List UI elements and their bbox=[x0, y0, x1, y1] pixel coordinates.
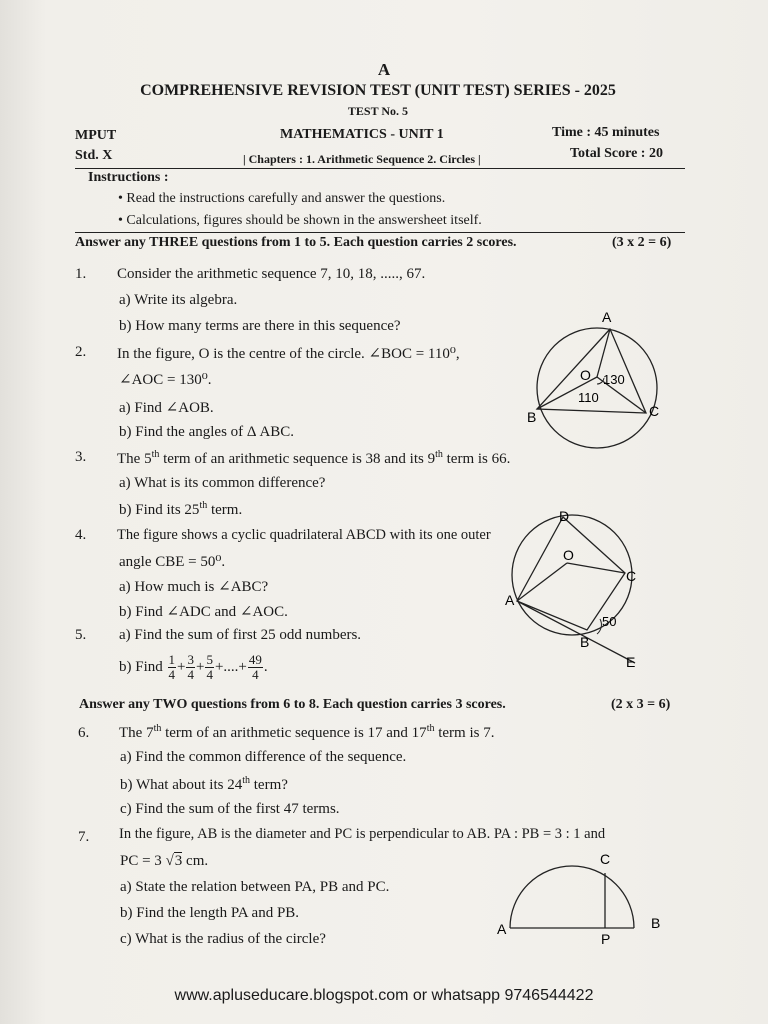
q4-part-b: b) Find ∠ADC and ∠AOC. bbox=[119, 604, 288, 620]
question-number: 4. bbox=[75, 527, 87, 543]
q3-text: The 5th term of an arithmetic sequence is 38 and its 9th term is 66. bbox=[117, 449, 511, 467]
total-score: Total Score : 20 bbox=[570, 146, 663, 161]
question-number: 5. bbox=[75, 627, 87, 643]
q1-part-a: a) Write its algebra. bbox=[119, 292, 238, 308]
test-number: TEST No. 5 bbox=[347, 104, 409, 118]
chapters: | Chapters : 1. Arithmetic Sequence 2. Circles | bbox=[243, 152, 481, 166]
section2-marks: (2 x 3 = 6) bbox=[611, 697, 671, 712]
q6-part-c: c) Find the sum of the first 47 terms. bbox=[120, 801, 340, 817]
q3-part-a: a) What is its common difference? bbox=[119, 475, 326, 491]
q4-part-a: a) How much is ∠ABC? bbox=[119, 579, 269, 595]
question-number: 7. bbox=[78, 829, 90, 845]
q7-part-b: b) Find the length PA and PB. bbox=[120, 905, 300, 921]
q7-part-a: a) State the relation between PA, PB and PC. bbox=[120, 879, 390, 895]
q6-part-a: a) Find the common difference of the sequence. bbox=[120, 749, 407, 765]
q1-text: Consider the arithmetic sequence 7, 10, 18, ....., 67. bbox=[117, 266, 426, 282]
q2-text: In the figure, O is the centre of the circle. ∠BOC = 110⁰, bbox=[117, 346, 460, 362]
angle-label-130: 130 bbox=[603, 372, 625, 387]
q2-text-2: ∠AOC = 130⁰. bbox=[119, 372, 212, 388]
label-B: B bbox=[651, 915, 661, 931]
label-C: C bbox=[626, 568, 637, 584]
fraction: $\frac{1}{4}$ bbox=[168, 652, 176, 682]
label-E: E bbox=[626, 654, 636, 670]
instructions-heading: Instructions : bbox=[88, 170, 169, 185]
section1-heading: Answer any THREE questions from 1 to 5. Each question carries 2 scores. bbox=[75, 235, 517, 250]
q6-text: The 7th term of an arithmetic sequence is 17 and 17th term is 7. bbox=[119, 723, 495, 741]
header-rule bbox=[75, 168, 685, 169]
instruction-item: • Read the instructions carefully and answer the questions. bbox=[118, 191, 446, 206]
angle-label-50: 50 bbox=[602, 614, 617, 629]
fraction: $\frac{5}{4}$ bbox=[206, 652, 213, 682]
q7-text: In the figure, AB is the diameter and PC is perpendicular to AB. PA : PB = 3 : 1 and bbox=[119, 826, 606, 842]
q2-part-a: a) Find ∠AOB. bbox=[119, 400, 214, 416]
q7-part-c: c) What is the radius of the circle? bbox=[120, 931, 326, 947]
label-B: B bbox=[580, 634, 590, 650]
question-number: 6. bbox=[78, 725, 90, 741]
fraction: $\frac{49}{4}$ bbox=[248, 652, 262, 682]
label-D: D bbox=[559, 508, 570, 524]
question-number: 3. bbox=[75, 449, 87, 465]
label-A: A bbox=[602, 310, 612, 325]
cyclic-quadrilateral-figure bbox=[495, 505, 665, 675]
q6-part-b: b) What about its 24th term? bbox=[120, 775, 288, 793]
time-allowed: Time : 45 minutes bbox=[552, 125, 660, 140]
q2-part-b: b) Find the angles of Δ ABC. bbox=[119, 424, 295, 440]
q3-part-b: b) Find its 25th term. bbox=[119, 500, 243, 518]
label-O: O bbox=[563, 547, 574, 563]
label-B: B bbox=[527, 409, 537, 425]
instruction-item: • Calculations, figures should be shown in the answersheet itself. bbox=[118, 213, 482, 228]
label-O: O bbox=[580, 367, 591, 383]
q4-text: The figure shows a cyclic quadrilateral ABCD with its one outer bbox=[117, 527, 491, 543]
semicircle-figure bbox=[490, 848, 680, 948]
q1-part-b: b) How many terms are there in this sequence? bbox=[119, 318, 401, 334]
standard: Std. X bbox=[75, 148, 113, 163]
footer-contact: www.apluseducare.blogspot.com or whatsapp 9746544422 bbox=[174, 987, 594, 1004]
set-letter: A bbox=[377, 60, 391, 79]
instructions-rule bbox=[75, 232, 685, 233]
fraction: $\frac{3}{4}$ bbox=[187, 652, 194, 682]
angle-label-110: 110 bbox=[578, 390, 599, 405]
q5-part-a: a) Find the sum of first 25 odd numbers. bbox=[119, 627, 362, 643]
q4-text-2: angle CBE = 50⁰. bbox=[119, 554, 226, 570]
q7-text-2: PC = 3 √3 cm. bbox=[120, 853, 209, 869]
section2-heading: Answer any TWO questions from 6 to 8. Each question carries 3 scores. bbox=[79, 697, 506, 712]
q5-part-b: b) Find $\frac{1}{4}$ + $\frac{3}{4}$ + $\frac{5}{4}$ +....+ $\frac{49}{4}$ . bbox=[119, 652, 268, 682]
question-number: 1. bbox=[75, 266, 87, 282]
org-code: MPUT bbox=[75, 128, 117, 143]
label-P: P bbox=[601, 931, 611, 947]
label-A: A bbox=[505, 592, 515, 608]
label-C: C bbox=[600, 851, 611, 867]
test-title: COMPREHENSIVE REVISION TEST (UNIT TEST) SERIES - 2025 bbox=[140, 82, 616, 99]
label-C: C bbox=[649, 403, 660, 419]
label-A: A bbox=[497, 921, 507, 937]
question-number: 2. bbox=[75, 344, 87, 360]
section1-marks: (3 x 2 = 6) bbox=[612, 235, 672, 250]
subject: MATHEMATICS - UNIT 1 bbox=[280, 127, 444, 142]
circle-figure-triangle bbox=[520, 310, 690, 460]
